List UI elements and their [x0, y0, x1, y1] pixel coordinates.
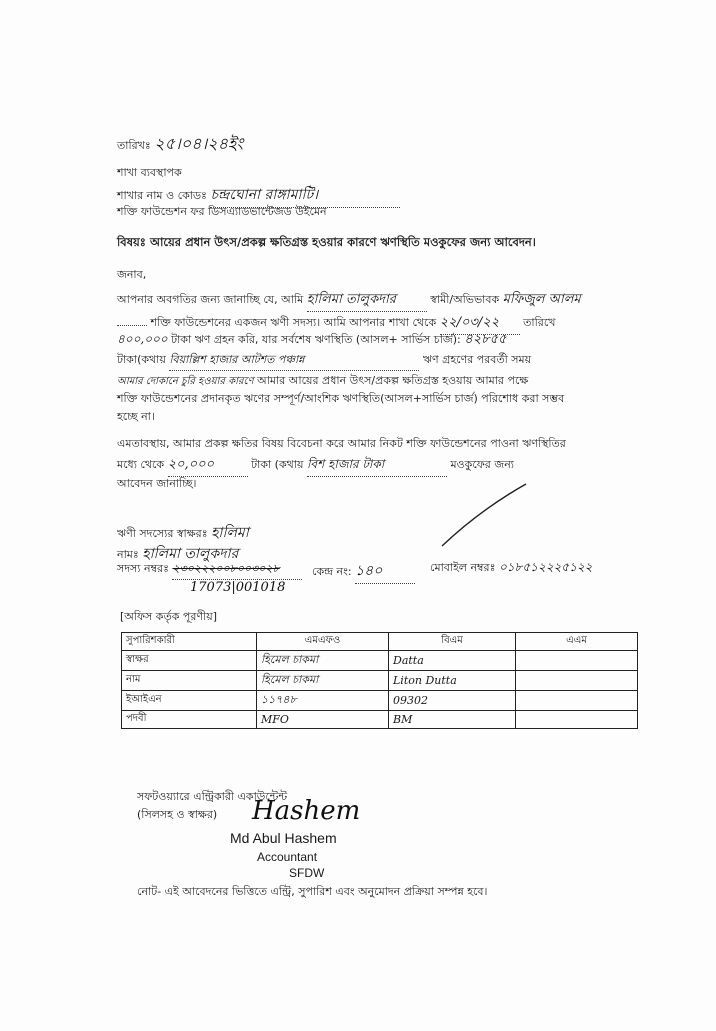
recipient-title: শাখা ব্যবস্থাপক: [117, 166, 182, 179]
member-number-label: সদস্য নম্বরঃ: [117, 562, 169, 575]
branch-label: শাখার নাম ও কোডঃ: [117, 189, 207, 202]
body-text: আপনার অবগতির জন্য জানাচ্ছি যে, আমি: [117, 293, 304, 306]
stamp-title: Accountant: [257, 850, 318, 864]
am-cell: [516, 691, 638, 711]
row-label: নাম: [122, 671, 257, 691]
subject-line: বিষয়ঃ আয়ের প্রধান উৎস/প্রকল্প ক্ষতিগ্রস্ত হওয়ার কারণে ঋণস্থিতি মওকুফের জন্য আবেদন।: [117, 235, 536, 249]
center-number-label: কেন্দ্র নং:: [312, 565, 352, 578]
request-line-3: আবেদন জানাচ্ছি।: [117, 477, 197, 490]
member-name-fill: হালিমা তালুকদার: [142, 546, 239, 562]
body-text: আমার আয়ের প্রধান উৎস/প্রকল্প ক্ষতিগ্রস্ত হওয়ায় আমার পক্ষে: [257, 374, 529, 387]
member-number-fill: 17073|001018: [190, 580, 286, 595]
bm-cell: Liton Dutta: [389, 671, 516, 691]
bm-cell: BM: [389, 711, 516, 729]
member-signature-label: ঋণী সদস্যের স্বাক্ষরঃ: [117, 527, 208, 540]
accountant-seal-note: (সিলসহ ও স্বাক্ষর): [137, 808, 218, 821]
stamp-org: SFDW: [289, 866, 325, 880]
member-name-label: নামঃ: [117, 548, 139, 561]
guardian-name-fill: মফিজুল আলম: [502, 292, 581, 307]
am-cell: [516, 671, 638, 691]
applicant-name-fill: হালিমা তালুকদার: [307, 290, 427, 312]
request-line-2: [117, 455, 514, 477]
recommendation-table: [121, 632, 638, 729]
body-line-4: [117, 351, 531, 371]
date-line: [117, 131, 243, 158]
loan-balance-fill: ৪২৮৫৫: [464, 332, 507, 347]
table-header-cell: সুপারিশকারী: [122, 633, 257, 651]
body-text: শক্তি ফাউন্ডেশনের একজন ঋণী সদস্য। আমি আপনার শাখা থেকে: [150, 316, 437, 329]
body-text: টাকা ঋণ গ্রহন করি, যার সর্বশেষ ঋণস্থিতি (আসল+ সার্ভিস চার্জ):: [171, 333, 461, 346]
loan-date-fill: ২২/০৩/২২: [440, 313, 520, 335]
note-line: নোট- এই আবেদনের ভিত্তিতে এন্ট্রি, সুপারিশ এবং অনুমোদন প্রক্রিয়া সম্পন্ন হবে।: [137, 885, 488, 898]
request-line-1: এমতাবস্থায়, আমার প্রকল্প ক্ষতির বিষয় বিবেচনা করে আমার নিকট শক্তি ফাউন্ডেশনের পাওনা ঋণস্থিতির: [117, 437, 566, 450]
body-line-1: [117, 290, 581, 312]
body-line-3: [117, 330, 506, 351]
stamp-name: Md Abul Hashem: [230, 830, 337, 846]
loss-reason-fill: আমার দোকানে চুরি হওয়ার কারণে: [117, 376, 254, 387]
body-text: মধ্যে থেকে: [117, 458, 165, 471]
center-number-fill: ১৪০: [355, 559, 415, 584]
am-cell: [516, 711, 638, 729]
organization-name: শক্তি ফাউন্ডেশন ফর ডিসএ্যাডভান্টেজড উইমেন: [117, 205, 327, 218]
body-line-7: হচ্ছে না।: [117, 410, 155, 423]
mobile-number-fill: ০১৮৫১২২২৫১২২: [498, 560, 593, 574]
balance-words-fill: বিয়াল্লিশ হাজার আটশত পঞ্চান্ন: [169, 351, 419, 371]
accountant-title: সফটওয়্যারে এন্ট্রিকারী একাউন্টেন্ট: [137, 790, 288, 803]
bm-cell: 09302: [389, 691, 516, 711]
am-cell: [516, 651, 638, 671]
member-number-line: [117, 560, 302, 580]
center-number-line: [312, 559, 415, 584]
bm-cell: Datta: [389, 651, 516, 671]
body-line-5: [117, 372, 528, 391]
table-row: [122, 711, 638, 729]
mfo-cell: MFO: [257, 711, 389, 729]
table-header-row: [122, 633, 638, 651]
accountant-signature: Hashem: [252, 796, 361, 826]
branch-value: চন্দ্রঘোনা রাঙ্গামাটি।: [210, 183, 400, 208]
table-row: [122, 671, 638, 691]
table-header-cell: এএম: [516, 633, 638, 651]
table-row: [122, 651, 638, 671]
row-label: পদবী: [122, 711, 257, 729]
body-line-6: শক্তি ফাউন্ডেশনের প্রদানকৃত ঋণের সম্পূর্ণ/আংশিক ঋণস্থিতি(আসল+সার্ভিস চার্জ) পরিশোধ করা সম্ভব: [117, 392, 565, 405]
table-header-cell: বিএম: [389, 633, 516, 651]
date-label: তারিখঃ: [117, 139, 151, 152]
mobile-number-line: [430, 559, 593, 579]
table-row: [122, 691, 638, 711]
table-header-cell: এমএফও: [257, 633, 389, 651]
row-label: স্বাক্ষর: [122, 651, 257, 671]
body-text: মওকুফের জন্য: [450, 458, 514, 471]
loan-amount-fill: ৪০০,০০০: [117, 332, 168, 346]
guardian-label: স্বামী/অভিভাবক: [430, 293, 500, 306]
waive-amount-fill: ২০,০০০: [168, 455, 248, 477]
member-signature: হালিমা: [211, 525, 249, 541]
body-text: তারিখে: [523, 316, 556, 329]
mobile-number-label: মোবাইল নম্বরঃ: [430, 561, 496, 574]
blank-fill: [117, 325, 147, 326]
row-label: ইআইএন: [122, 691, 257, 711]
mfo-cell: হিমেল চাকমা: [257, 671, 389, 691]
body-text: টাকা(কথায়: [117, 353, 166, 366]
mfo-cell: হিমেল চাকমা: [257, 651, 389, 671]
salutation: জনাব,: [117, 268, 147, 281]
mfo-cell: ১১৭৪৮: [257, 691, 389, 711]
pen-stroke-mark: [440, 480, 530, 550]
waive-words-fill: বিশ হাজার টাকা: [307, 456, 447, 477]
body-text: ঋণ গ্রহণের পরবর্তী সময়: [422, 353, 532, 366]
date-value: ২৫।০৪।২৪ইং: [154, 134, 244, 153]
member-number-struck: ২৩০২২২০০৮০০৩০২৮: [172, 560, 302, 580]
office-use-label: [অফিস কর্তৃক পূরণীয়]: [120, 610, 217, 623]
body-text: টাকা (কথায়: [251, 458, 304, 471]
